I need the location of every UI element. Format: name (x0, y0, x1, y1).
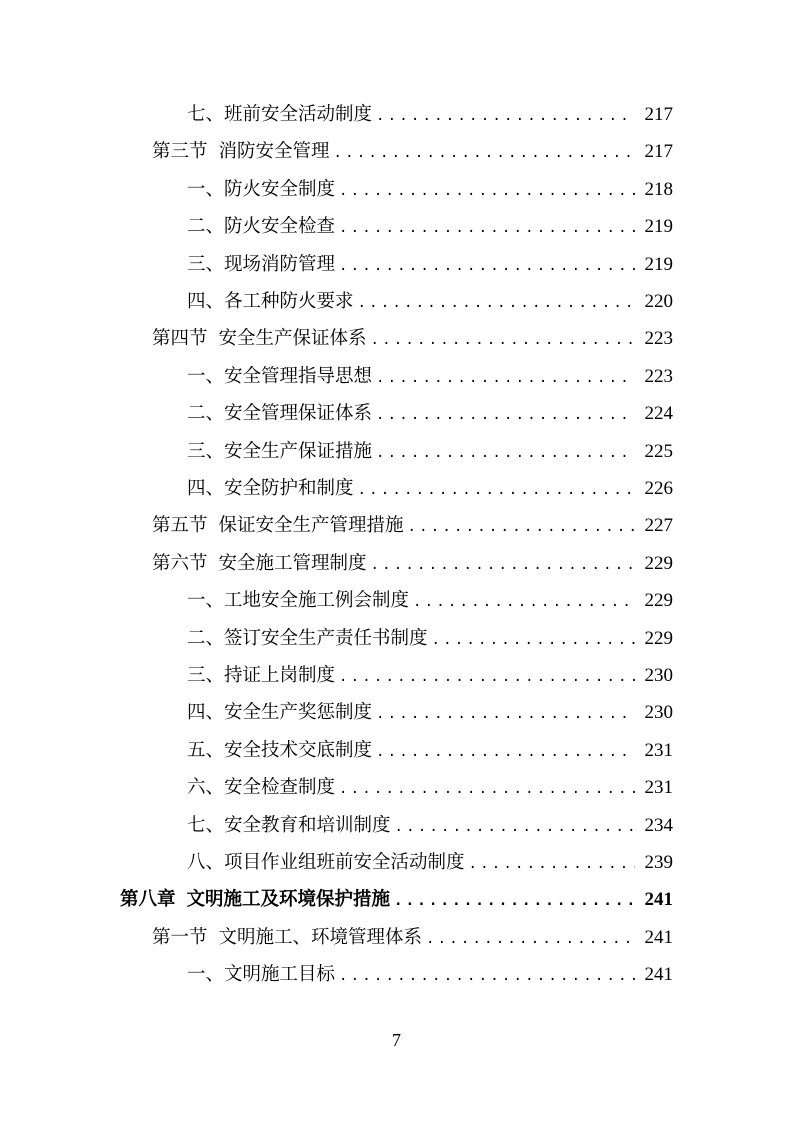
toc-entry-page: 225 (644, 440, 673, 462)
toc-entry-prefix: 四、 (187, 478, 225, 499)
toc-entry-page: 241 (644, 964, 673, 986)
toc-entry[interactable] (187, 175, 673, 205)
toc-entry-prefix: 一、 (187, 178, 225, 200)
toc-entry-title: 安全生产保证体系 (218, 328, 367, 350)
toc-leader-dots (376, 699, 634, 729)
toc-entry[interactable] (187, 773, 673, 803)
toc-entry-page: 219 (644, 216, 673, 238)
toc-entry-prefix: 五、 (187, 739, 225, 761)
toc-entry-prefix: 二、 (187, 403, 225, 425)
toc-leader-dots (376, 438, 634, 468)
toc-entry-prefix: 六、 (187, 777, 225, 799)
toc-entry-title: 持证上岗制度 (224, 665, 336, 686)
toc-entry-prefix: 第五节 (152, 515, 208, 537)
toc-entry-page: 217 (644, 104, 673, 125)
toc-entry-prefix: 第四节 (152, 328, 208, 350)
toc-entry-chapter[interactable] (120, 885, 673, 915)
toc-entry[interactable] (187, 661, 673, 691)
toc-entry-prefix: 第六节 (152, 552, 208, 574)
toc-entry[interactable] (187, 624, 673, 654)
toc-entry-title: 班前安全活动制度 (224, 104, 373, 125)
toc-leader-dots (376, 737, 634, 767)
toc-entry-title: 安全检查制度 (224, 777, 336, 799)
toc-entry-page: 230 (644, 702, 673, 724)
toc-entry-title: 消防安全管理 (218, 141, 330, 163)
toc-entry-page: 217 (644, 141, 673, 163)
toc-entry[interactable] (187, 698, 673, 728)
toc-entry[interactable] (187, 474, 673, 504)
toc-entry-title: 工地安全施工例会制度 (224, 590, 410, 612)
toc-leader-dots (339, 961, 634, 991)
toc-leader-dots (358, 288, 635, 318)
toc-entry-prefix: 七、 (187, 814, 225, 836)
toc-entry-page: 223 (644, 365, 673, 387)
toc-leader-dots (413, 587, 634, 617)
toc-entry-page: 229 (644, 590, 673, 612)
page-number: 7 (392, 1030, 401, 1050)
toc-leader-dots (339, 774, 634, 804)
toc-entry-title: 安全管理保证体系 (224, 403, 373, 425)
toc-entry[interactable] (187, 399, 673, 429)
toc-entry-prefix: 七、 (187, 104, 225, 125)
toc-entry-prefix: 八、 (187, 852, 225, 873)
toc-leader-dots (371, 550, 635, 580)
toc-entry[interactable] (152, 324, 673, 354)
toc-leader-dots (358, 475, 635, 505)
toc-leader-dots (376, 400, 634, 430)
toc-entry-page: 218 (644, 178, 673, 200)
toc-leader-dots (395, 812, 635, 842)
toc-leader-dots (339, 251, 634, 281)
toc-entry-title: 保证安全生产管理措施 (218, 515, 404, 537)
toc-entry-page: 231 (644, 739, 673, 761)
toc-entry-prefix: 第一节 (152, 926, 208, 948)
toc-entry[interactable] (187, 437, 673, 467)
toc-entry-page: 231 (644, 777, 673, 799)
toc-entry-title: 安全生产保证措施 (224, 440, 373, 462)
toc-entry-prefix: 三、 (187, 665, 225, 686)
toc-leader-dots (339, 213, 634, 243)
toc-entry-title: 文明施工目标 (224, 964, 336, 986)
toc-entry-prefix: 四、 (187, 702, 225, 724)
toc-entry-title: 安全技术交底制度 (224, 739, 373, 761)
toc-entry[interactable] (152, 549, 673, 579)
toc-entry-title: 各工种防火要求 (224, 291, 354, 312)
toc-entry-title: 防火安全制度 (224, 178, 336, 200)
toc-entry-prefix: 三、 (187, 253, 225, 275)
toc-entry-prefix: 一、 (187, 964, 225, 986)
toc-entry-prefix: 四、 (187, 291, 225, 312)
toc-leader-dots (376, 363, 634, 393)
toc-entry[interactable] (152, 511, 673, 541)
toc-entry-page: 220 (644, 291, 673, 312)
toc-entry[interactable] (187, 100, 673, 130)
toc-entry-page: 219 (644, 253, 673, 275)
toc-entry-prefix: 一、 (187, 590, 225, 612)
toc-entry-page: 241 (644, 926, 673, 948)
toc-entry-title: 安全防护和制度 (224, 478, 354, 499)
toc-entry-page: 241 (644, 889, 673, 911)
toc-leader-dots (408, 512, 635, 542)
toc-leader-dots (334, 138, 635, 168)
toc-entry-title: 安全管理指导思想 (224, 365, 373, 387)
toc-entry-prefix: 二、 (187, 627, 225, 649)
toc-entry-title: 文明施工及环境保护措施 (186, 889, 391, 911)
toc-entry-page: 229 (644, 552, 673, 574)
toc-leader-dots (426, 924, 634, 954)
toc-entry-title: 文明施工、环境管理体系 (218, 926, 423, 948)
toc-entry[interactable] (187, 848, 673, 878)
toc-entry[interactable] (187, 362, 673, 392)
toc-leader-dots (339, 176, 634, 206)
toc-leader-dots (376, 101, 634, 131)
toc-entry-page: 230 (644, 665, 673, 686)
toc-entry-title: 项目作业组班前安全活动制度 (224, 852, 465, 873)
toc-entry-page: 223 (644, 328, 673, 350)
toc-entry-prefix: 第八章 (120, 889, 176, 911)
toc-entry[interactable] (187, 212, 673, 242)
toc-entry-prefix: 二、 (187, 216, 225, 238)
toc-entry-page: 224 (644, 403, 673, 425)
toc-entry-title: 安全生产奖惩制度 (224, 702, 373, 724)
toc-leader-dots (432, 625, 635, 655)
toc-entry[interactable] (187, 586, 673, 616)
toc-entry-title: 安全教育和培训制度 (224, 814, 391, 836)
toc-entry-title: 签订安全生产责任书制度 (224, 627, 428, 649)
toc-entry-page: 227 (644, 515, 673, 537)
toc-entry[interactable] (187, 287, 673, 317)
toc-entry-prefix: 第三节 (152, 141, 208, 163)
toc-entry[interactable] (187, 736, 673, 766)
toc-leader-dots (469, 849, 635, 879)
toc-entry[interactable] (187, 250, 673, 280)
toc-entry-prefix: 一、 (187, 365, 225, 387)
toc-entry-title: 现场消防管理 (224, 253, 336, 275)
toc-entry-page: 239 (644, 852, 673, 873)
toc-entry[interactable] (152, 137, 673, 167)
toc-entry-page: 229 (644, 627, 673, 649)
toc-entry[interactable] (187, 811, 673, 841)
toc-entry-prefix: 三、 (187, 440, 225, 462)
toc-entry[interactable] (187, 960, 673, 990)
toc-entry-title: 安全施工管理制度 (218, 552, 367, 574)
toc-entry-title: 防火安全检查 (224, 216, 336, 238)
toc-entry-page: 226 (644, 478, 673, 499)
toc-leader-dots (394, 886, 634, 916)
toc-entry[interactable] (152, 923, 673, 953)
toc-leader-dots (339, 662, 634, 692)
toc-entry-page: 234 (644, 814, 673, 836)
toc-leader-dots (371, 325, 635, 355)
